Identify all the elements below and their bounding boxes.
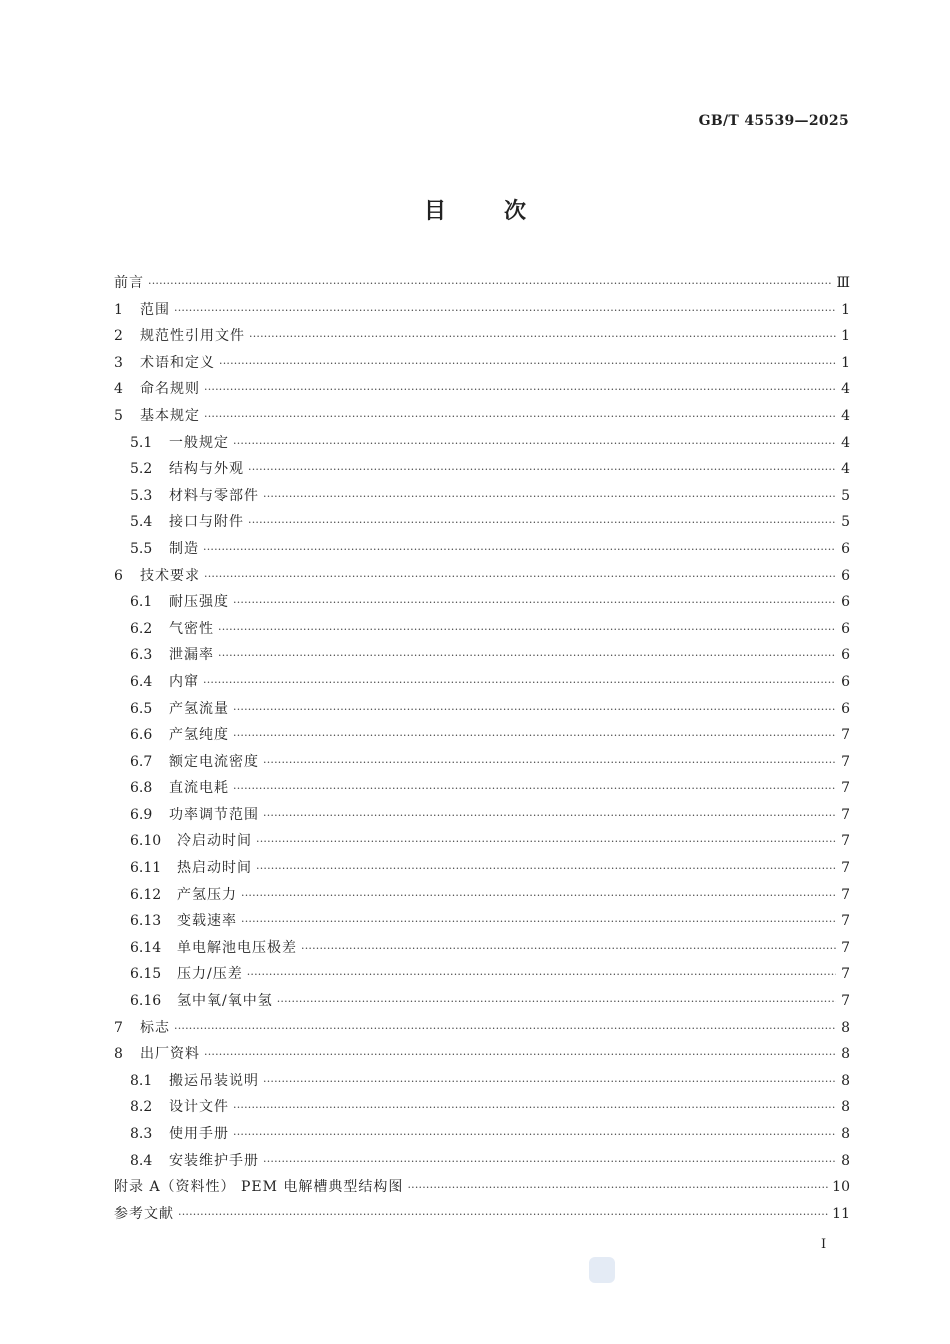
toc-leader-dots <box>248 457 836 484</box>
toc-leader-dots <box>233 590 836 617</box>
toc-entry-page: 11 <box>832 1205 850 1222</box>
toc-entry[interactable] <box>114 509 850 536</box>
toc-leader-dots <box>148 271 832 298</box>
toc-leader-dots <box>218 643 836 670</box>
toc-entry[interactable] <box>114 988 850 1015</box>
toc-entry-page: 4 <box>841 407 850 424</box>
toc-leader-dots <box>256 829 836 856</box>
toc-leader-dots <box>263 803 836 830</box>
toc-entry-number: 6.12 <box>130 886 162 903</box>
toc-leader-dots <box>233 1122 836 1149</box>
toc-entry-number: 6.16 <box>130 993 162 1010</box>
toc-entry[interactable] <box>114 589 850 616</box>
toc-entry[interactable] <box>114 802 850 829</box>
toc-entry-title: 基本规定 <box>140 407 200 424</box>
toc-entry-title: 出厂资料 <box>140 1046 200 1063</box>
toc-entry-page: 6 <box>841 567 850 584</box>
toc-entry-page: 6 <box>841 673 850 690</box>
toc-entry-title: 冷启动时间 <box>177 833 252 850</box>
toc-leader-dots <box>256 856 836 883</box>
toc-entry-number: 5.5 <box>130 540 153 557</box>
toc-entry-number: 6.5 <box>130 700 153 717</box>
toc-entry[interactable] <box>114 908 850 935</box>
toc-entry-page: 7 <box>841 939 850 956</box>
toc-entry-title: 命名规则 <box>140 381 200 398</box>
toc-leader-dots <box>247 962 836 989</box>
toc-entry-title: 单电解池电压极差 <box>177 939 297 956</box>
toc-entry-page: 7 <box>841 753 850 770</box>
toc-leader-dots <box>178 1202 828 1229</box>
toc-entry-title: 额定电流密度 <box>169 753 259 770</box>
toc-leader-dots <box>263 484 836 511</box>
toc-entry-title: 压力/压差 <box>177 966 243 983</box>
toc-entry-title: 安装维护手册 <box>169 1152 259 1169</box>
toc-leader-dots <box>219 351 836 378</box>
toc-entry[interactable] <box>114 855 850 882</box>
toc-entry-title: 材料与零部件 <box>169 487 259 504</box>
toc-entry-title: 前言 <box>114 275 144 291</box>
toc-entry-title: 变载速率 <box>177 913 237 930</box>
toc-entry-number: 6.4 <box>130 673 153 690</box>
toc-leader-dots <box>241 883 836 910</box>
toc-leader-dots <box>248 510 836 537</box>
toc-leader-dots <box>407 1175 828 1202</box>
toc-entry-title: 规范性引用文件 <box>140 328 245 345</box>
toc-leader-dots <box>233 776 836 803</box>
toc-entry-page: 10 <box>832 1179 850 1196</box>
toc-entry-title: 附录 A（资料性） PEM 电解槽典型结构图 <box>114 1179 404 1196</box>
toc-entry[interactable] <box>114 696 850 723</box>
page-number: Ⅰ <box>821 1237 827 1252</box>
toc-leader-dots <box>204 404 836 431</box>
toc-entry-number: 8.3 <box>130 1126 153 1142</box>
toc-entry-page: 7 <box>841 806 850 823</box>
toc-entry-title: 耐压强度 <box>169 594 229 611</box>
toc-entry-number: 6 <box>114 567 123 584</box>
toc-leader-dots <box>233 697 836 724</box>
toc-entry-number: 8.2 <box>130 1099 153 1116</box>
toc-entry[interactable] <box>114 1174 850 1201</box>
toc-entry-page: 8 <box>841 1099 850 1116</box>
toc-leader-dots <box>203 537 836 564</box>
toc-entry-title: 接口与附件 <box>169 514 244 531</box>
toc-entry[interactable] <box>114 669 850 696</box>
toc-entry-page: 6 <box>841 700 850 717</box>
toc-leader-dots <box>204 564 836 591</box>
toc-entry-page: 5 <box>841 514 850 531</box>
toc-entry-title: 氢中氧/氧中氢 <box>177 993 273 1010</box>
toc-entry-number: 5.4 <box>130 514 153 531</box>
toc-entry-title: 制造 <box>169 540 199 557</box>
toc-entry-page: 6 <box>841 594 850 611</box>
toc-entry-page: 4 <box>841 461 850 478</box>
toc-leader-dots <box>174 298 836 325</box>
toc-entry-page: 4 <box>841 381 850 398</box>
toc-entry-number: 6.8 <box>130 780 153 797</box>
toc-entry[interactable] <box>114 483 850 510</box>
toc-entry[interactable] <box>114 1068 850 1095</box>
toc-entry-title: 产氢压力 <box>177 886 237 903</box>
toc-leader-dots <box>263 750 836 777</box>
toc-entry-page: 8 <box>841 1126 850 1142</box>
toc-entry-title: 搬运吊装说明 <box>169 1072 259 1089</box>
toc-entry[interactable] <box>114 350 850 377</box>
toc-leader-dots <box>263 1149 836 1176</box>
toc-entry[interactable] <box>114 642 850 669</box>
sac-watermark-logo <box>589 1257 615 1283</box>
toc-entry[interactable] <box>114 297 850 324</box>
toc-entry-title: 标志 <box>140 1019 170 1036</box>
toc-entry[interactable] <box>114 961 850 988</box>
toc-entry-number: 6.7 <box>130 753 153 770</box>
toc-entry[interactable] <box>114 430 850 457</box>
toc-entry-page: 8 <box>841 1072 850 1089</box>
toc-entry-page: 6 <box>841 620 850 637</box>
table-of-contents <box>114 270 850 1227</box>
toc-entry-number: 4 <box>114 381 123 398</box>
toc-entry-number: 6.9 <box>130 806 153 823</box>
toc-entry[interactable] <box>114 1121 850 1148</box>
toc-leader-dots <box>218 617 836 644</box>
toc-entry-number: 2 <box>114 328 123 345</box>
toc-entry-page: 7 <box>841 833 850 850</box>
toc-entry-title: 一般规定 <box>169 434 229 451</box>
toc-entry[interactable] <box>114 749 850 776</box>
toc-entry-title: 技术要求 <box>140 567 200 584</box>
toc-entry-number: 5 <box>114 407 123 424</box>
toc-entry[interactable] <box>114 882 850 909</box>
toc-entry-number: 6.1 <box>130 594 153 611</box>
toc-entry-number: 6.11 <box>130 860 162 877</box>
toc-entry-title: 范围 <box>140 301 170 318</box>
toc-entry-number: 6.6 <box>130 727 153 744</box>
toc-entry[interactable] <box>114 775 850 802</box>
toc-entry-page: 1 <box>841 301 850 318</box>
toc-entry-title: 直流电耗 <box>169 780 229 797</box>
toc-entry-title: 内窜 <box>169 673 199 690</box>
toc-entry-number: 5.1 <box>130 434 153 451</box>
toc-leader-dots <box>174 1016 836 1043</box>
toc-entry-number: 6.15 <box>130 966 162 983</box>
toc-entry-number: 6.2 <box>130 620 153 637</box>
toc-leader-dots <box>233 1095 836 1122</box>
toc-entry-page: 1 <box>841 328 850 345</box>
toc-entry[interactable] <box>114 722 850 749</box>
toc-entry-title: 设计文件 <box>169 1099 229 1116</box>
toc-entry-page: 5 <box>841 487 850 504</box>
toc-entry[interactable] <box>114 536 850 563</box>
toc-entry[interactable] <box>114 1148 850 1175</box>
toc-entry[interactable] <box>114 1015 850 1042</box>
toc-entry-title: 术语和定义 <box>140 354 215 371</box>
toc-entry-number: 5.3 <box>130 487 153 504</box>
toc-entry-title: 使用手册 <box>169 1126 229 1142</box>
toc-entry-page: Ⅲ <box>836 275 850 291</box>
toc-entry-title: 结构与外观 <box>169 461 244 478</box>
toc-entry-title: 泄漏率 <box>169 647 214 664</box>
toc-entry[interactable] <box>114 376 850 403</box>
toc-entry[interactable] <box>114 270 850 297</box>
toc-entry-page: 8 <box>841 1019 850 1036</box>
toc-entry[interactable] <box>114 828 850 855</box>
toc-leader-dots <box>204 1042 836 1069</box>
toc-entry-number: 6.13 <box>130 913 162 930</box>
toc-entry-page: 7 <box>841 780 850 797</box>
toc-entry-page: 7 <box>841 966 850 983</box>
toc-entry[interactable] <box>114 403 850 430</box>
toc-entry-number: 6.3 <box>130 647 153 664</box>
toc-entry-page: 7 <box>841 886 850 903</box>
toc-entry-page: 6 <box>841 647 850 664</box>
toc-leader-dots <box>301 936 836 963</box>
toc-entry[interactable] <box>114 563 850 590</box>
toc-entry-number: 6.14 <box>130 939 162 956</box>
toc-entry-page: 8 <box>841 1046 850 1063</box>
toc-entry[interactable] <box>114 1041 850 1068</box>
toc-entry[interactable] <box>114 935 850 962</box>
toc-leader-dots <box>277 989 836 1016</box>
toc-entry-number: 8.1 <box>130 1072 153 1089</box>
toc-entry-page: 7 <box>841 913 850 930</box>
toc-entry-number: 3 <box>114 354 123 371</box>
toc-leader-dots <box>204 377 836 404</box>
toc-leader-dots <box>241 909 836 936</box>
toc-entry-number: 8.4 <box>130 1152 153 1169</box>
toc-entry-number: 1 <box>114 301 123 318</box>
toc-leader-dots <box>249 324 836 351</box>
page-title: 目次 <box>423 198 584 224</box>
toc-entry[interactable] <box>114 1201 850 1228</box>
toc-entry[interactable] <box>114 323 850 350</box>
toc-entry[interactable] <box>114 456 850 483</box>
toc-entry-number: 5.2 <box>130 461 153 478</box>
toc-entry[interactable] <box>114 616 850 643</box>
toc-entry-title: 气密性 <box>169 620 214 637</box>
toc-entry-page: 7 <box>841 993 850 1010</box>
toc-entry-page: 8 <box>841 1152 850 1169</box>
toc-leader-dots <box>263 1069 836 1096</box>
toc-entry-page: 7 <box>841 727 850 744</box>
toc-leader-dots <box>233 431 836 458</box>
toc-entry-number: 7 <box>114 1019 123 1036</box>
toc-entry-page: 1 <box>841 354 850 371</box>
toc-leader-dots <box>233 723 836 750</box>
toc-leader-dots <box>203 670 836 697</box>
toc-entry[interactable] <box>114 1094 850 1121</box>
toc-entry-page: 4 <box>841 434 850 451</box>
toc-entry-page: 6 <box>841 540 850 557</box>
toc-entry-number: 6.10 <box>130 833 162 850</box>
toc-entry-title: 参考文献 <box>114 1205 174 1222</box>
toc-entry-title: 产氢流量 <box>169 700 229 717</box>
toc-entry-title: 产氢纯度 <box>169 727 229 744</box>
standard-code: GB/T 45539—2025 <box>698 113 849 129</box>
toc-entry-page: 7 <box>841 860 850 877</box>
toc-entry-title: 功率调节范围 <box>169 806 259 823</box>
toc-entry-number: 8 <box>114 1046 123 1063</box>
toc-entry-title: 热启动时间 <box>177 860 252 877</box>
